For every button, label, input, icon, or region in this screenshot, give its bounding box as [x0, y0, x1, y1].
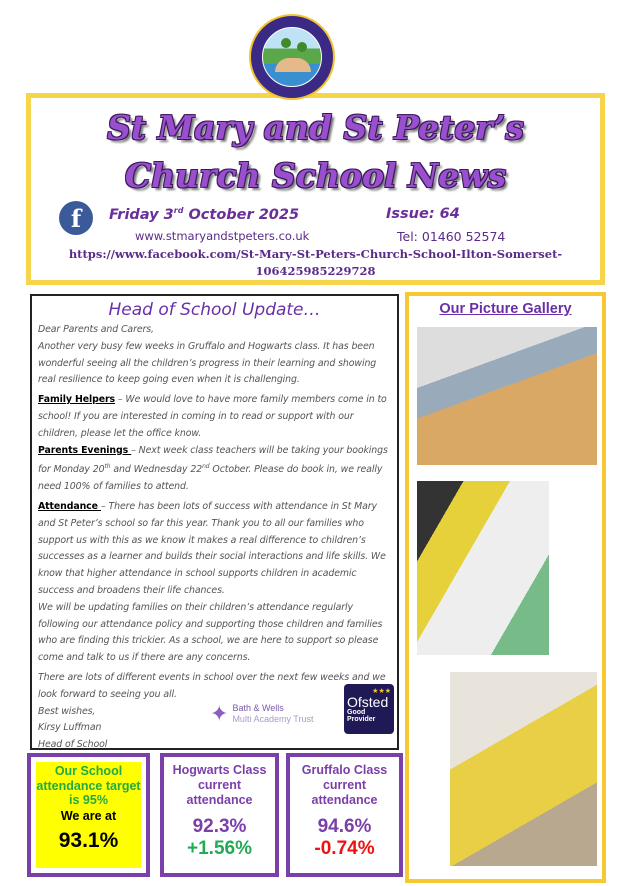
hogwarts-label: Hogwarts Class current attendance	[172, 763, 267, 807]
hogwarts-attendance-box	[160, 753, 279, 877]
issue-number: Issue: 64	[386, 206, 460, 222]
gallery-photo	[450, 672, 597, 866]
signature-name: Kirsy Luffman	[38, 722, 102, 734]
facebook-icon[interactable]: f	[59, 201, 93, 235]
newsletter-header	[26, 93, 605, 285]
gallery-photo	[417, 327, 597, 465]
issue-date: Friday 3rd October 2025	[109, 206, 300, 223]
school-target-label: Our School attendance target is 95%	[36, 764, 141, 807]
website-link[interactable]: www.stmaryandstpeters.co.uk	[135, 229, 310, 243]
telephone: Tel: 01460 52574	[397, 229, 506, 244]
family-helpers-paragraph: Family Helpers – We would love to have more family members come in to school! If you are interested in coming in to read or support with our children, please let the office know.	[38, 394, 387, 439]
trust-logo: ✦ Bath & Wells Multi Academy Trust	[210, 701, 314, 726]
intro-paragraph: Another very busy few weeks in Gruffalo and Hogwarts class. It has been wonderful seeing all the children’s progress in their learning and showing real resilience to keep going even when it is challenging.	[38, 340, 377, 386]
facebook-url-2[interactable]: 106425985229728	[255, 264, 376, 278]
school-we-are: We are at	[60, 808, 117, 823]
gruffalo-value: 94.6%	[317, 816, 372, 837]
picture-gallery	[405, 292, 606, 883]
star-icon: ✦	[210, 701, 229, 726]
head-of-school-update	[30, 294, 399, 750]
attendance-paragraph: Attendance – There has been lots of success with attendance in St Mary and St Peter’s school so far this year. Thank you to all our families who support us with this as we know it makes a real difference to children’s successes as a learner and builds their social interactions and life skills. We know that higher attendance in school supports children in academic success and broadens their life chances.	[38, 501, 386, 597]
events-paragraph: There are lots of different events in school over the next few weeks and we look forward to seeing you all.	[38, 672, 386, 700]
school-attendance-box	[27, 753, 150, 877]
gallery-photo	[417, 481, 549, 655]
attendance-updates-paragraph: We will be updating families on their children’s attendance regularly following our attendance policy and supporting those children and families who are finding this trickier. As a school, we are here to support so please come and talk to us if there are any concerns.	[38, 601, 383, 664]
signoff: Best wishes,	[38, 705, 96, 717]
title-line-1: St Mary and St Peter’s	[107, 108, 524, 147]
hogwarts-change: +1.56%	[187, 838, 252, 859]
gallery-title: Our Picture Gallery	[439, 301, 572, 317]
title-line-2: Church School News	[124, 156, 507, 195]
school-attendance-value: 93.1%	[58, 828, 119, 852]
greeting: Dear Parents and Carers,	[38, 324, 154, 335]
gruffalo-change: -0.74%	[314, 838, 375, 859]
gruffalo-label: Gruffalo Class current attendance	[301, 763, 388, 807]
parents-evenings-paragraph: Parents Evenings – Next week class teachers will be taking your bookings for Monday 20th and Wednesday 22nd October. Please do book in, we really need 100% of families to attend.	[38, 444, 388, 493]
hogwarts-value: 92.3%	[192, 816, 247, 837]
school-logo	[249, 14, 335, 100]
ofsted-badge: ★★★ Ofsted Good Provider	[344, 684, 394, 734]
facebook-url-1[interactable]: https://www.facebook.com/St-Mary-St-Peters-Church-School-Ilton-Somerset-	[68, 247, 563, 261]
update-title: Head of School Update…	[108, 300, 321, 320]
signature-role: Head of School	[38, 739, 108, 751]
gruffalo-attendance-box	[286, 753, 403, 877]
